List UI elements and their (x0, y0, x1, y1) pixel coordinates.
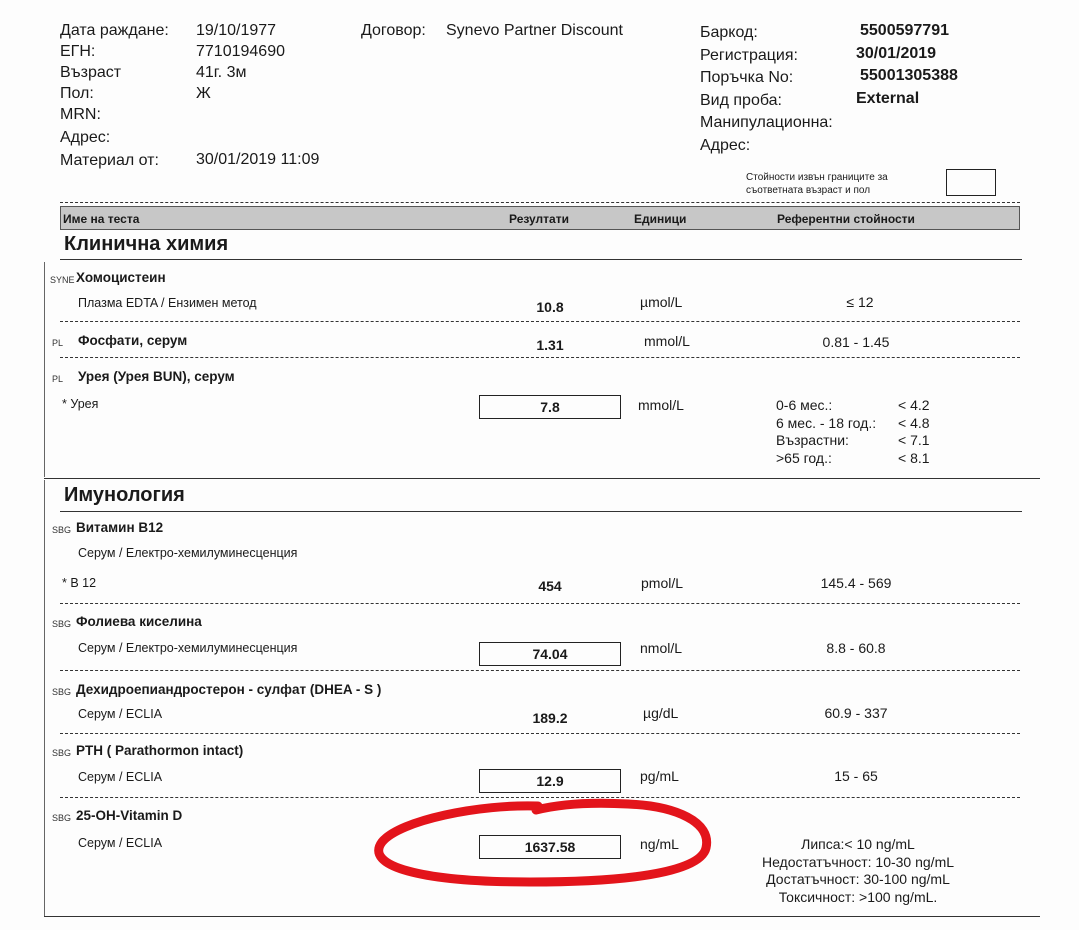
lab-code: PL (52, 374, 64, 384)
ref-vitd-table: Липса:< 10 ng/mL Недостатъчност: 10-30 ng/mL Достатъчност: 30-100 ng/mL Токсичност: >100 ng/mL. (761, 836, 955, 905)
value-sex: Ж (196, 85, 211, 102)
test-sub-b12: * B 12 (62, 576, 97, 590)
contract-value: Synevo Partner Discount (446, 22, 623, 39)
unit-folate: nmol/L (640, 640, 683, 656)
label-order-address: Адрес: (700, 136, 751, 154)
lab-code: SBG (52, 687, 72, 697)
order-labels (700, 22, 833, 157)
value-barcode: 5500597791 (860, 22, 949, 39)
lab-code: SBG (52, 748, 72, 758)
test-method: Серум / ECLIA (78, 770, 163, 784)
label-order-no: Поръчка No: (700, 69, 794, 86)
label-birthdate: Дата раждане: (60, 22, 169, 39)
section-title-immunology: Имунология (64, 484, 185, 506)
unit-phosphate: mmol/L (644, 333, 690, 349)
ref-pth: 15 - 65 (834, 768, 878, 784)
row-divider (60, 357, 1020, 358)
ref-urea-table (776, 397, 876, 467)
row-divider (60, 321, 1020, 322)
unit-pth: pg/mL (640, 768, 679, 784)
left-border (44, 262, 45, 477)
result-vitd: 1637.58 (479, 835, 621, 859)
row-divider (60, 670, 1020, 671)
legend-text: Стойности извън границите за съответната възраст и пол (746, 172, 888, 196)
test-name-phosphate: Фосфати, серум (78, 333, 188, 348)
value-egn: 7710194690 (196, 43, 285, 60)
ref-urea-row: Възрастни: (776, 432, 849, 448)
section-underline (60, 511, 1022, 512)
header-result: Резултати (509, 212, 569, 226)
unit-b12: pmol/L (641, 575, 684, 591)
ref-urea-values: < 4.2 < 4.8 < 7.1 < 8.1 (898, 397, 930, 466)
ref-dhea: 60.9 - 337 (824, 705, 888, 721)
value-material: 30/01/2019 11:09 (196, 151, 320, 168)
test-name-urea: Урея (Урея BUN), серум (78, 369, 235, 384)
test-name-vitd: 25-OH-Vitamin D (76, 808, 183, 823)
red-circle-annotation (360, 790, 720, 900)
test-name-homocysteine: Хомоцистеин (76, 270, 166, 285)
label-manipulation: Манипулационна: (700, 114, 833, 131)
unit-dhea: µg/dL (643, 705, 679, 721)
section-underline (60, 259, 1022, 260)
patient-values (196, 20, 285, 104)
order-values (856, 20, 958, 110)
value-sample-type: External (856, 89, 920, 107)
test-method: Плазма EDTA / Ензимен метод (78, 296, 257, 310)
unit-vitd: ng/mL (640, 836, 679, 852)
lab-code: PL (52, 338, 64, 348)
lab-code: SBG (52, 525, 72, 535)
result-urea: 7.8 (479, 395, 621, 419)
lab-code: SBG (52, 619, 72, 629)
test-method: Серум / Електро-хемилуминесценция (78, 546, 298, 560)
header-top-divider (60, 202, 1020, 203)
result-pth: 12.9 (479, 769, 621, 793)
ref-b12: 145.4 - 569 (820, 575, 892, 591)
left-border (44, 480, 45, 916)
header-units: Единици (634, 212, 687, 226)
legend-box (946, 169, 996, 196)
test-sub-urea: * Урея (62, 397, 99, 411)
result-phosphate: 1.31 (536, 337, 564, 353)
test-name-folate: Фолиева киселина (76, 614, 202, 629)
label-egn: ЕГН: (60, 43, 96, 60)
header-ref: Референтни стойности (777, 212, 915, 226)
header-test-name: Име на теста (63, 212, 140, 226)
test-name-b12: Витамин B12 (76, 520, 164, 535)
ref-phosphate: 0.81 - 1.45 (822, 334, 890, 350)
row-divider (60, 733, 1020, 734)
result-homocysteine: 10.8 (536, 299, 564, 315)
value-order-no: 55001305388 (860, 67, 958, 84)
ref-urea-row: 6 мес. - 18 год.: (776, 414, 877, 431)
label-registration: Регистрация: (700, 46, 798, 64)
test-name-dhea: Дехидроепиандростерон - сулфат (DHEA - S ) (76, 682, 382, 697)
unit-urea: mmol/L (638, 397, 684, 413)
test-method: Серум / Електро-хемилуминесценция (78, 641, 298, 655)
value-registration: 30/01/2019 (856, 44, 937, 62)
patient-labels (60, 20, 169, 171)
label-material: Материал от: (60, 152, 159, 169)
test-name-pth: PTH ( Parathormon intact) (76, 743, 244, 758)
label-age: Възраст (60, 64, 122, 81)
result-folate: 74.04 (479, 642, 621, 666)
value-birthdate: 19/10/1977 (196, 22, 277, 39)
label-barcode: Баркод: (700, 24, 758, 41)
test-method: Серум / ECLIA (78, 707, 163, 721)
result-dhea: 189.2 (532, 710, 568, 726)
ref-folate: 8.8 - 60.8 (826, 640, 886, 656)
ref-urea-row: 0-6 мес.: (776, 397, 833, 413)
table-header (60, 206, 1020, 230)
ref-homocysteine: ≤ 12 (846, 294, 874, 310)
row-divider (60, 603, 1020, 604)
value-age: 41г. 3м (196, 64, 247, 81)
result-b12: 454 (538, 578, 562, 594)
lab-code: SBG (52, 813, 72, 823)
unit-homocysteine: µmol/L (640, 294, 683, 310)
label-mrn: MRN: (60, 106, 101, 123)
bottom-divider (44, 916, 1040, 917)
label-sex: Пол: (60, 85, 94, 102)
section-divider (44, 478, 1040, 479)
contract-label: Договор: (361, 22, 426, 39)
label-address: Адрес: (60, 129, 111, 146)
label-sample-type: Вид проба: (700, 91, 782, 109)
lab-code: SYNE (50, 275, 75, 285)
test-method: Серум / ECLIA (78, 836, 163, 850)
section-title-chemistry: Клинична химия (64, 233, 229, 255)
ref-urea-row: >65 год.: (776, 449, 832, 466)
